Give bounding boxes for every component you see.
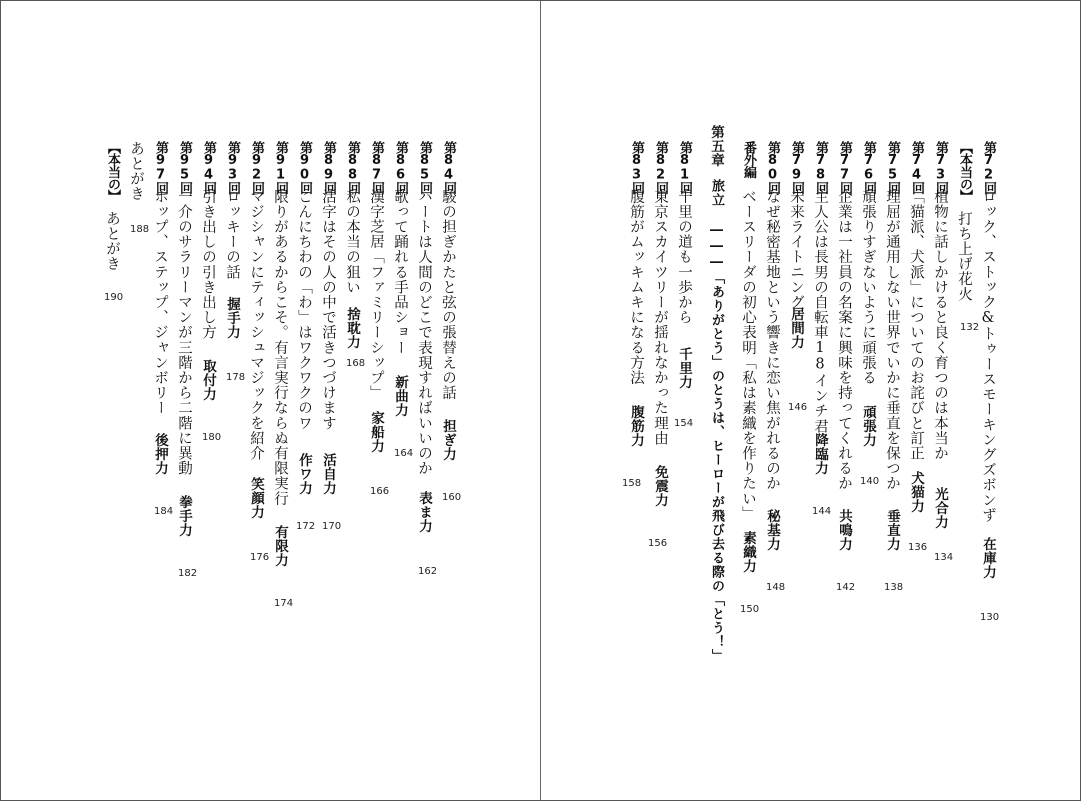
entry-skill: 秘基力: [764, 509, 780, 551]
entry-label: 番外編: [741, 141, 756, 178]
entry-title: 東京スカイツリーが揺れなかった理由: [652, 189, 668, 446]
entry-page-number: 140: [860, 476, 880, 487]
entry-title: ロック、ストック&トゥースモーキングズボンず: [980, 189, 996, 523]
entry-title: ベースリーダの初心表明「私は素織を作りたい」: [740, 189, 756, 522]
entry-page-number: 168: [346, 358, 366, 369]
chapter-heading: [704, 1, 728, 800]
toc-entry: [904, 1, 928, 800]
entry-skill: 活自力: [320, 453, 336, 495]
entry-page-number: 178: [226, 372, 246, 383]
entry-label: 第73回: [933, 141, 948, 194]
entry-skill: 捨耽力: [344, 307, 360, 349]
entry-skill: 表ま力: [416, 491, 432, 533]
entry-page-number: 154: [674, 418, 694, 429]
toc-entry: [880, 1, 904, 800]
toc-entry: [624, 1, 648, 800]
left-page: [1, 1, 540, 800]
entry-label: 第79回: [789, 141, 804, 194]
entry-skill: 頑張力: [860, 405, 876, 447]
entry-label: 第88回: [345, 141, 360, 194]
entry-label: 第82回: [653, 141, 668, 194]
entry-page-number: 190: [104, 292, 124, 303]
entry-title: 歌って踊れる手品ショー: [392, 189, 408, 356]
entry-skill: 光合力: [932, 487, 948, 529]
entry-label: 【本当の】: [957, 141, 972, 203]
toc-entry: [220, 1, 244, 800]
entry-skill: 担ぎ力: [440, 419, 456, 461]
entry-label: 第91回: [273, 141, 288, 194]
entry-page-number: 138: [884, 582, 904, 593]
toc-entry: [268, 1, 292, 800]
toc-entry: [340, 1, 364, 800]
entry-page-number: 142: [836, 582, 856, 593]
entry-label: 第75回: [885, 141, 900, 194]
entry-title: 引き出しの引き出し方: [200, 189, 216, 340]
entry-label: 第85回: [417, 141, 432, 194]
entry-page-number: 188: [130, 224, 150, 235]
entry-label: 第83回: [629, 141, 644, 194]
toc-entry: [292, 1, 316, 800]
toc-entry: [736, 1, 760, 800]
entry-title: 理屈が通用しない世界でいかに垂直を保つか: [884, 189, 900, 491]
entry-skill: 在庫力: [980, 537, 996, 579]
entry-label: 第86回: [393, 141, 408, 194]
entry-skill: 家船力: [368, 411, 384, 453]
entry-label: 第74回: [909, 141, 924, 194]
toc-entry: [316, 1, 340, 800]
entry-label: 第78回: [813, 141, 828, 194]
entry-title: 腹筋がムッキムキになる方法: [628, 189, 644, 386]
entry-page-number: 172: [296, 521, 316, 532]
entry-skill: 笑顔力: [248, 477, 264, 519]
entry-title: 活字はその人の中で活きつづけます: [320, 189, 336, 431]
right-page: [541, 1, 1080, 800]
entry-skill: 居間力: [788, 307, 804, 349]
entry-label: 第97回: [153, 141, 168, 194]
toc-entry: [196, 1, 220, 800]
entry-skill: 新曲力: [392, 375, 408, 417]
entry-skill: 千里力: [676, 347, 692, 389]
entry-label: 第80回: [765, 141, 780, 194]
entry-page-number: 146: [788, 402, 808, 413]
entry-title: 打ち上げ花火: [956, 211, 972, 302]
entry-skill: 素織力: [740, 531, 756, 573]
entry-page-number: 166: [370, 486, 390, 497]
toc-entry: [808, 1, 832, 800]
entry-page-number: 174: [274, 598, 294, 609]
entry-label: 第72回: [981, 141, 996, 194]
entry-title: 千里の道も一歩から: [676, 189, 692, 325]
entry-page-number: 136: [908, 542, 928, 553]
entry-title: 漢字芝居「ファミリーシップ」: [368, 189, 384, 401]
toc-entry: [172, 1, 196, 800]
entry-page-number: 182: [178, 568, 198, 579]
entry-title: 一介のサラリーマンが三階から二階に異動: [176, 189, 192, 476]
toc-entry: [436, 1, 460, 800]
entry-page-number: 160: [442, 492, 462, 503]
entry-title: 駿の担ぎかたと弦の張替えの話: [440, 189, 456, 401]
toc-entry: [388, 1, 412, 800]
entry-title: 「猫派、犬派」についてのお詫びと訂正: [908, 189, 924, 461]
entry-title: マジシャンにティッシュマジックを紹介: [248, 189, 264, 461]
toc-entry: [648, 1, 672, 800]
entry-title: ロッキーの話: [224, 189, 240, 280]
entry-skill: 共鳴力: [836, 509, 852, 551]
entry-label: 第84回: [441, 141, 456, 194]
entry-page-number: 156: [648, 538, 668, 549]
entry-skill: 拳手力: [176, 495, 192, 537]
entry-label: 第77回: [837, 141, 852, 194]
toc-entry: [100, 1, 124, 800]
toc-entry: [832, 1, 856, 800]
entry-label: 第93回: [225, 141, 240, 194]
entry-title: ホップ、ステップ、ジャンボリー: [152, 189, 168, 416]
entry-page-number: 184: [154, 506, 174, 517]
chapter-label: 第五章: [708, 125, 724, 167]
entry-skill: 降臨力: [812, 433, 828, 475]
entry-page-number: 144: [812, 506, 832, 517]
entry-skill: 有限力: [272, 525, 288, 567]
entry-skill: 握手力: [224, 297, 240, 339]
entry-page-number: 150: [740, 604, 760, 615]
entry-page-number: 134: [934, 552, 954, 563]
entry-label: 第94回: [201, 141, 216, 194]
entry-page-number: 130: [980, 612, 1000, 623]
entry-page-number: 176: [250, 552, 270, 563]
entry-page-number: 164: [394, 448, 414, 459]
toc-entry: [244, 1, 268, 800]
entry-page-number: 170: [322, 521, 342, 532]
entry-label: 第81回: [677, 141, 692, 194]
toc-entry: [364, 1, 388, 800]
entry-label: あとがき: [128, 141, 144, 202]
entry-title: 未来ライトニング: [788, 189, 804, 310]
entry-skill: 免震力: [652, 465, 668, 507]
toc-entry: [760, 1, 784, 800]
entry-page-number: 162: [418, 566, 438, 577]
entry-title: 主人公は長男の自転車18インチ君: [812, 189, 828, 434]
entry-skill: 後押力: [152, 433, 168, 475]
chapter-title: 旅立 ―――「ありがとう」のとうは、ヒーローが飛び去る際の「とう！」: [709, 179, 724, 663]
entry-skill: 取付力: [200, 359, 216, 401]
entry-title: 植物に話しかけると良く育つのは本当か: [932, 189, 948, 461]
entry-title: ハートは人間のどこで表現すればいいのか: [416, 189, 432, 476]
entry-page-number: 158: [622, 478, 642, 489]
toc-entry: [148, 1, 172, 800]
entry-title: 企業は一社員の名案に興味を持ってくれるか: [836, 189, 852, 491]
toc-entry: [412, 1, 436, 800]
entry-label: 【本当の】: [105, 141, 120, 203]
entry-page-number: 180: [202, 432, 222, 443]
entry-label: 第76回: [861, 141, 876, 194]
entry-skill: 犬猫力: [908, 471, 924, 513]
toc-entry: [928, 1, 952, 800]
entry-label: 第92回: [249, 141, 264, 194]
entry-skill: 作ワ力: [296, 453, 312, 495]
entry-title: 限りがあるからこそ。有言実行ならぬ有限実行: [272, 189, 288, 507]
entry-title: あとがき: [104, 211, 120, 272]
entry-label: 第90回: [297, 141, 312, 194]
entry-title: 頑張りすぎないように頑張る: [860, 189, 876, 386]
toc-entry: [124, 1, 148, 800]
entry-title: こんにちわの「わ」はワクワクのワ: [296, 189, 312, 431]
entry-label: 第89回: [321, 141, 336, 194]
toc-entry: [952, 1, 980, 800]
entry-page-number: 148: [766, 582, 786, 593]
entry-title: なぜ秘密基地という響きに恋い焦がれるのか: [764, 189, 780, 491]
entry-label: 第95回: [177, 141, 192, 194]
entry-skill: 腹筋力: [628, 405, 644, 447]
entry-title: 私の本当の狙い: [344, 189, 360, 295]
toc-entry: [672, 1, 696, 800]
entry-page-number: 132: [960, 322, 980, 333]
entry-skill: 垂直力: [884, 509, 900, 551]
entry-label: 第87回: [369, 141, 384, 194]
toc-entry: [976, 1, 1000, 800]
toc-entry: [784, 1, 808, 800]
toc-entry: [856, 1, 880, 800]
